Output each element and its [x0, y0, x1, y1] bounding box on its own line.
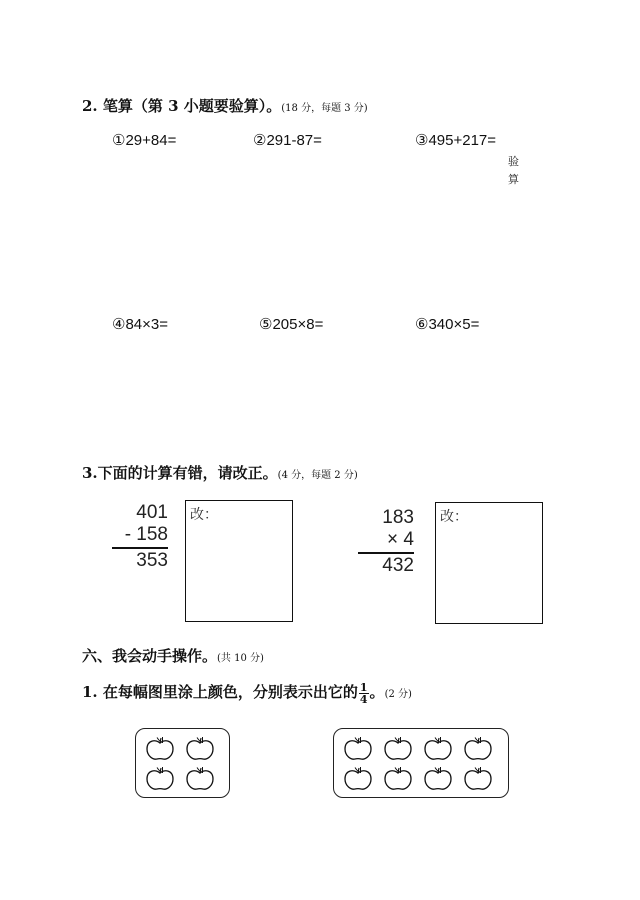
- apple-icon: [184, 736, 216, 762]
- wrong-calc-1: [112, 502, 168, 572]
- section2-heading-text: 2. 笔算（第 3 小题要验算）。: [82, 97, 282, 115]
- apple-icon: [382, 766, 414, 792]
- section3-heading: [82, 462, 358, 483]
- problem-4: ④84×3=: [112, 316, 168, 333]
- calc2-result: 432: [382, 555, 414, 576]
- apple-icon: [184, 766, 216, 792]
- problem-3: ③495+217=: [415, 132, 497, 149]
- apple-tray-4: [135, 728, 230, 798]
- apple-icon: [462, 766, 494, 792]
- problem-5: ⑤205×8=: [259, 316, 324, 333]
- section3-heading-text: 3.下面的计算有错，请改正。: [82, 464, 278, 482]
- apple-icon: [382, 736, 414, 762]
- correction-box-2[interactable]: [435, 502, 543, 624]
- calc2-bottom: × 4: [387, 529, 414, 550]
- correction-label-2: 改：: [440, 509, 468, 525]
- q1-fraction-num: 1: [359, 680, 368, 694]
- q1-text: 1. 在每幅图里涂上颜色，分别表示出它的: [82, 683, 358, 701]
- apple-icon: [462, 736, 494, 762]
- section2-heading: [82, 95, 368, 116]
- problem-2: ②291-87=: [253, 132, 322, 149]
- apple-icon: [342, 736, 374, 762]
- section6-heading: [82, 645, 264, 666]
- q1-fraction-den: 4: [359, 692, 368, 706]
- q1-note: (2 分): [384, 689, 412, 700]
- q1-fraction: [359, 682, 369, 705]
- question-1: [82, 681, 412, 705]
- q1-suffix: 。: [369, 683, 385, 701]
- check-label-1: 验: [508, 155, 519, 168]
- section6-heading-text: 六、我会动手操作。: [82, 647, 218, 665]
- section6-note: (共 10 分): [217, 653, 264, 664]
- calc1-bottom: - 158: [124, 524, 168, 545]
- correction-box-1[interactable]: [185, 500, 293, 622]
- problem-6: ⑥340×5=: [415, 316, 480, 333]
- section3-note: (4 分，每题 2 分): [277, 470, 358, 481]
- apple-icon: [342, 766, 374, 792]
- wrong-calc-2: [358, 507, 414, 577]
- problem-1: ①29+84=: [112, 132, 177, 149]
- apple-icon: [422, 766, 454, 792]
- apple-tray-8: [333, 728, 509, 798]
- apple-icon: [144, 736, 176, 762]
- apple-icon: [144, 766, 176, 792]
- check-label-2: 算: [508, 173, 519, 186]
- calc2-line: [358, 552, 414, 554]
- calc1-line: [112, 547, 168, 549]
- calc1-result: 353: [136, 550, 168, 571]
- calc2-top: 183: [382, 507, 414, 528]
- calc1-top: 401: [136, 502, 168, 523]
- section2-note: (18 分，每题 3 分): [281, 103, 368, 114]
- apple-icon: [422, 736, 454, 762]
- correction-label-1: 改：: [190, 507, 218, 523]
